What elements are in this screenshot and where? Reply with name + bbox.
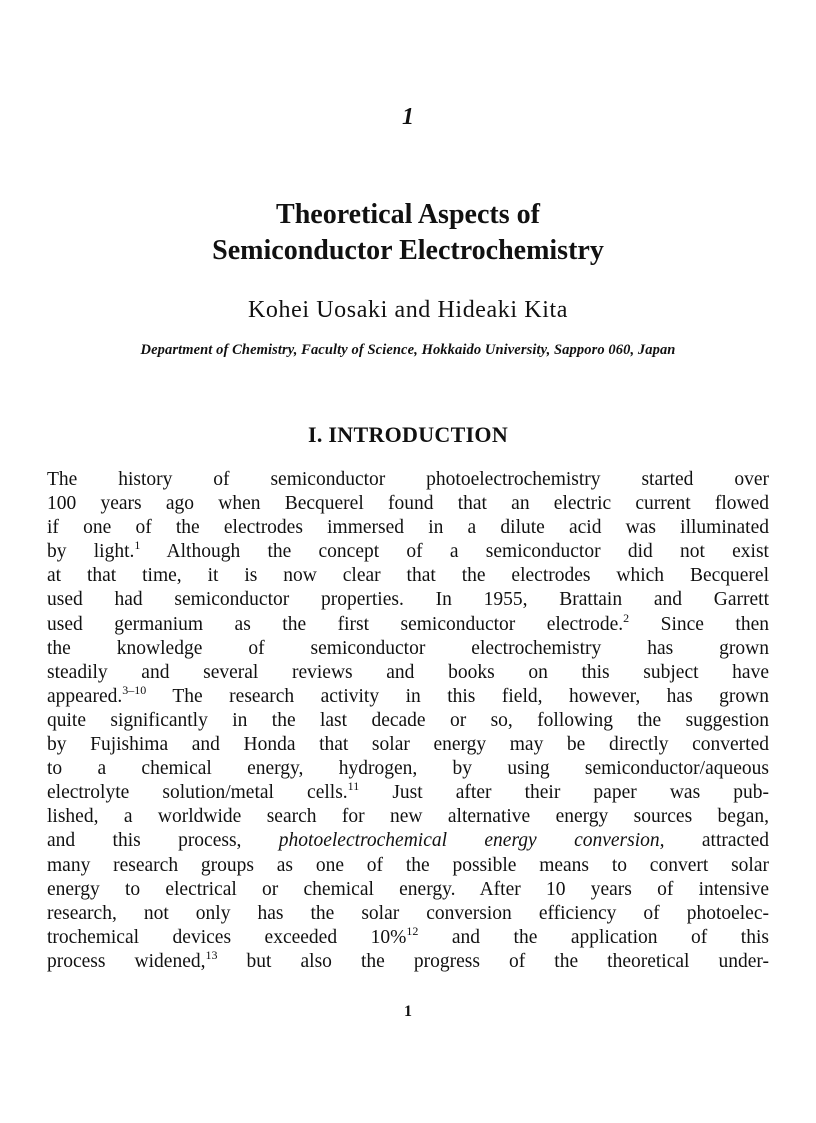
body-text-run: process widened,	[47, 950, 206, 972]
body-text-run: by light.	[47, 541, 135, 563]
chapter-title	[0, 197, 816, 269]
body-text-run: used germanium as the first semiconductor electrode.	[47, 613, 624, 635]
body-line: if one of the electrodes immersed in a dilute acid was illuminated	[47, 517, 769, 539]
citation-superscript: 1	[134, 538, 141, 553]
authors: Kohei Uosaki and Hideaki Kita	[248, 297, 568, 323]
body-line: steadily and several reviews and books on this subject have	[47, 661, 769, 683]
body-text-run: Although the concept of a semiconductor did not exist	[140, 541, 769, 563]
body-text-run: and this process,	[47, 830, 279, 852]
body-line	[47, 829, 769, 853]
body-text-run: but also the progress of the theoretical under-	[217, 950, 770, 972]
body-line: 100 years ago when Becquerel found that an electric current flowed	[47, 493, 769, 515]
body-paragraph	[47, 468, 769, 974]
body-text-run: Just after their paper was pub-	[359, 782, 769, 804]
citation-superscript: 11	[347, 779, 360, 794]
body-text-run: The research activity in this field, however, has grown	[146, 685, 769, 707]
body-text-run: electrolyte solution/metal cells.	[47, 782, 348, 804]
body-line	[47, 610, 769, 637]
body-text-run: and the application of this	[418, 926, 769, 948]
citation-superscript: 2	[623, 610, 630, 625]
chapter-title-line-1: Theoretical Aspects of	[276, 199, 540, 230]
section-heading: I. INTRODUCTION	[307, 422, 509, 447]
body-line	[47, 947, 770, 974]
body-text-run: appeared.	[47, 685, 123, 707]
chapter-number: 1	[402, 104, 414, 130]
body-line: energy to electrical or chemical energy. After 10 years of intensive	[47, 878, 769, 900]
chapter-title-line-2: Semiconductor Electrochemistry	[212, 235, 604, 266]
page-number: 1	[404, 1003, 412, 1020]
body-line	[47, 781, 769, 805]
body-line: lished, a worldwide search for new alternative energy sources began,	[47, 806, 769, 828]
body-line	[47, 682, 769, 709]
body-line: at that time, it is now clear that the electrodes which Becquerel	[47, 565, 769, 587]
body-line: The history of semiconductor photoelectrochemistry started over	[47, 469, 769, 490]
body-line: quite significantly in the last decade or so, following the suggestion	[47, 709, 769, 731]
body-line: the knowledge of semiconductor electrochemistry has grown	[47, 637, 769, 659]
citation-superscript: 13	[205, 947, 218, 962]
body-line: research, not only has the solar conversion efficiency of photoelec-	[47, 902, 769, 924]
affiliation: Department of Chemistry, Faculty of Science, Hokkaido University, Sapporo 060, Japan	[140, 342, 676, 358]
italic-term: photoelectrochemical energy conversion,	[278, 830, 665, 852]
body-line: used had semiconductor properties. In 1955, Brattain and Garrett	[47, 589, 769, 611]
body-line	[47, 923, 769, 950]
body-text-run: Since then	[629, 613, 769, 635]
citation-superscript: 12	[406, 923, 419, 938]
body-line: to a chemical energy, hydrogen, by using semiconductor/aqueous	[47, 758, 769, 780]
body-line	[47, 540, 769, 564]
body-line: by Fujishima and Honda that solar energy may be directly converted	[47, 734, 769, 756]
body-text-run: attracted	[664, 830, 769, 852]
body-line: many research groups as one of the possible means to convert solar	[47, 854, 769, 876]
citation-superscript: 3–10	[122, 682, 147, 697]
body-text-run: trochemical devices exceeded 10%	[47, 926, 407, 948]
